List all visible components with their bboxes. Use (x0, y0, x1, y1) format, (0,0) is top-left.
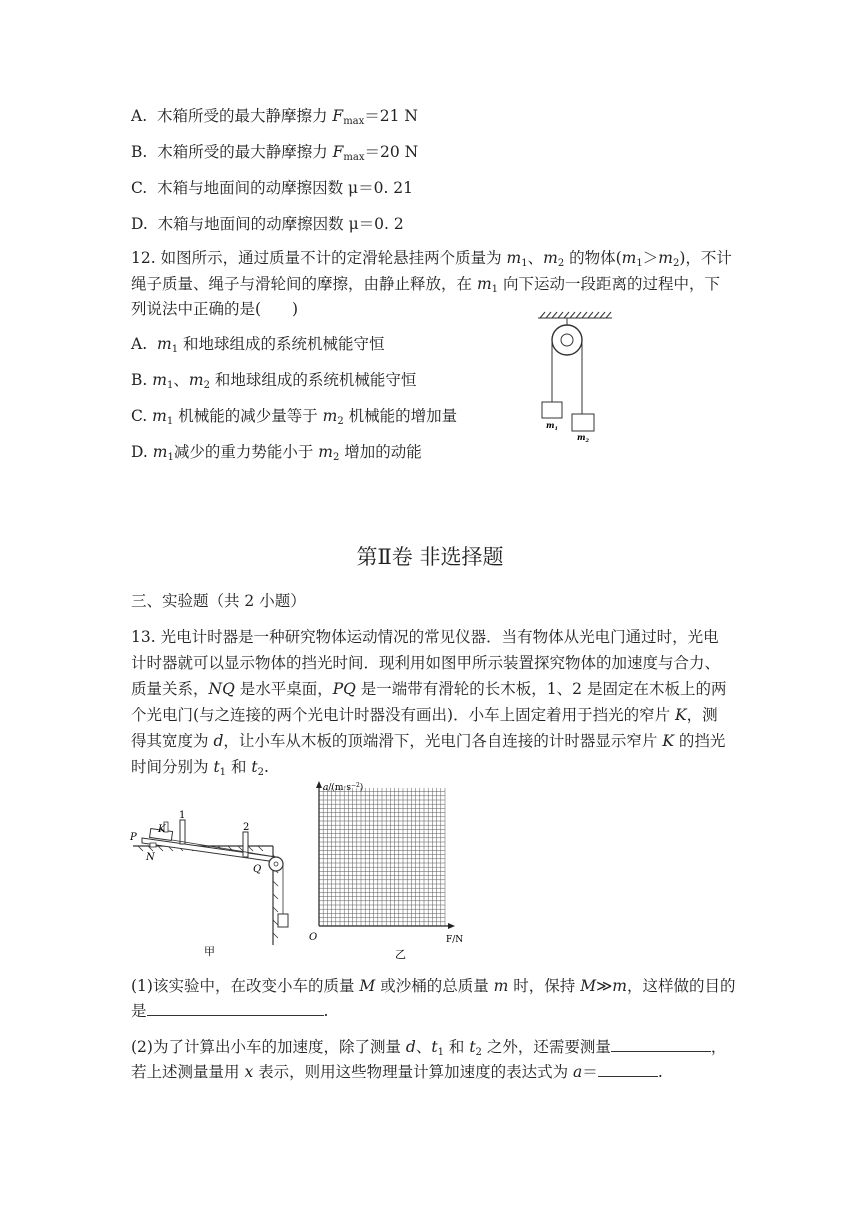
var-t: t (431, 1038, 438, 1056)
origin-label: O (309, 932, 318, 943)
var-a: a (573, 1063, 583, 1081)
var-pq: PQ (332, 680, 356, 698)
board-pulley-axle (274, 862, 278, 866)
sub: 1 (167, 452, 174, 463)
sub: 1 (166, 416, 174, 427)
q12-option-a (131, 333, 385, 355)
label-1: 1 (179, 810, 186, 821)
stem-text: ，测 (686, 706, 718, 724)
option-text: 木箱与地面间的动摩擦因数 μ＝0. 2 (157, 215, 404, 233)
label-n: N (146, 852, 155, 863)
var-m: m (612, 977, 627, 995)
option-label: A. (131, 335, 148, 353)
stem-text: 之外，还需要测量 (481, 1038, 611, 1056)
apparatus-figure (128, 810, 303, 960)
force-sub: max (343, 116, 365, 127)
var-k: K (662, 732, 674, 750)
option-text: 机械能的减少量等于 (178, 407, 323, 425)
y-axis-label: $a/(m\cdot s^{-2})$ (323, 782, 364, 793)
q13-part1-line2 (131, 1000, 328, 1022)
var-t: t (251, 758, 258, 776)
sand-bucket (278, 914, 288, 927)
sub: 2 (257, 767, 265, 778)
force-sub: max (343, 152, 365, 163)
option-label: C. (131, 179, 148, 197)
sub: 2 (332, 452, 340, 463)
q12-option-d (131, 441, 422, 463)
var-m: m (543, 249, 558, 267)
stem-text: . (323, 1002, 329, 1020)
var-m: m (152, 443, 168, 461)
option-text: 木箱所受的最大静摩擦力 (156, 107, 333, 125)
sub: 1 (521, 258, 528, 269)
stem-text: 质量关系， (131, 680, 209, 698)
q11-option-b (131, 141, 418, 163)
option-label: C. (131, 407, 148, 425)
sub: 1 (636, 258, 643, 269)
var-m: m (322, 407, 338, 425)
sub: 1 (171, 344, 179, 355)
label-m2: $m_2$ (577, 432, 589, 444)
answer-blank-1[interactable] (147, 1000, 324, 1016)
answer-blank-3[interactable] (598, 1061, 658, 1077)
var-t: t (213, 758, 220, 776)
grid-figure (305, 778, 475, 960)
force-var: F (332, 107, 344, 125)
sub: 1 (219, 767, 227, 778)
stem-text: 若上述测量量用 (131, 1063, 245, 1081)
q13-stem-line4 (131, 704, 718, 726)
stem-text: 、 (527, 249, 544, 267)
var-m-cap: M (359, 977, 376, 995)
stem-text: 或沙桶的总质量 (375, 977, 494, 995)
sub: 2 (203, 380, 210, 391)
var-d: d (405, 1038, 416, 1056)
pulley-axle (561, 334, 573, 346)
var-m-cap: M (580, 977, 597, 995)
var-x: x (244, 1063, 254, 1081)
grid-lines (319, 788, 445, 926)
stem-text: 、 (415, 1038, 432, 1056)
stem-text: ，这样做的目的 (627, 977, 736, 995)
force-var: F (332, 143, 344, 161)
option-value: ＝20 N (364, 143, 419, 161)
option-label: D. (131, 443, 148, 461)
x-axis-label: F/N (446, 935, 464, 945)
option-label: B. (131, 371, 148, 389)
option-text: 、 (173, 371, 189, 389)
block-m2 (572, 414, 594, 431)
q13-stem-line1: 13. 光电计时器是一种研究物体运动情况的常见仪器．当有物体从光电门通过时，光电 (131, 628, 719, 646)
sub: 1 (491, 284, 499, 295)
sub: 1 (166, 380, 174, 391)
stem-text: 的挡光 (673, 732, 726, 750)
sub: 2 (557, 258, 565, 269)
q11-option-d (131, 213, 404, 235)
q12-stem-line1 (131, 247, 732, 269)
var-m: m (476, 275, 492, 293)
answer-blank-2[interactable] (611, 1036, 711, 1052)
stem-text: . (264, 758, 269, 776)
x-axis-arrow (448, 923, 455, 929)
ceiling (538, 312, 612, 318)
label-p: P (130, 832, 137, 843)
label-m1: $m_1$ (546, 420, 558, 432)
q11-option-c (131, 177, 413, 199)
option-label: A. (131, 107, 148, 125)
option-value: ＝21 N (364, 107, 418, 125)
q13-part2-line1 (131, 1036, 726, 1058)
var-m: m (152, 371, 167, 389)
q13-stem-line2: 计时器就可以显示物体的挡光时间．现利用如图甲所示装置探究物体的加速度与合力、 (131, 654, 721, 672)
caption-jia: 甲 (204, 945, 215, 958)
sub: 2 (475, 1047, 482, 1058)
stem-text: 时，保持 (508, 977, 581, 995)
q13-stem-line5 (131, 730, 725, 752)
stem-text: )，不计 (679, 249, 732, 267)
stem-text: 向下运动一段距离的过程中，下 (498, 275, 720, 293)
q12-option-c (131, 405, 457, 427)
stem-text: 12. 如图所示，通过质量不计的定滑轮悬挂两个质量为 (131, 249, 507, 267)
stem-text: ， (710, 1038, 727, 1056)
y-axis-arrow (316, 781, 322, 788)
section-title: 第Ⅱ卷 非选择题 (356, 545, 504, 569)
section3-heading: 三、实验题（共 2 小题） (131, 592, 306, 610)
stem-text: 时间分别为 (131, 758, 214, 776)
stem-text: 是 (131, 1002, 147, 1020)
stem-text: . (657, 1063, 663, 1081)
option-text: 木箱与地面间的动摩擦因数 μ＝0. 21 (157, 179, 414, 197)
block-m1 (542, 402, 562, 418)
var-m: m (658, 249, 673, 267)
stem-text: 表示，则用这些物理量计算加速度的表达式为 (253, 1063, 574, 1081)
var-d: d (213, 732, 224, 750)
q12-stem-line2 (131, 273, 720, 295)
stem-text: 的物体( (564, 249, 622, 267)
stem-text: 是水平桌面， (234, 680, 333, 698)
stem-text: 绳子质量、绳子与滑轮间的摩擦，由静止释放，在 (131, 275, 477, 293)
var-m: m (493, 977, 509, 995)
photogate-2 (243, 832, 248, 857)
var-k: K (675, 706, 687, 724)
q12-option-b (131, 369, 416, 391)
option-text: 减少的重力势能小于 (173, 443, 319, 461)
sub: 1 (437, 1047, 444, 1058)
option-text: 和地球组成的系统机械能守恒 (214, 371, 417, 389)
option-text: 增加的动能 (344, 443, 422, 461)
q13-part2-line2 (131, 1061, 663, 1083)
label-2: 2 (243, 822, 250, 833)
sub: 2 (672, 258, 680, 269)
var-m: m (506, 249, 522, 267)
stem-text: 列说法中正确的是( ) (131, 300, 299, 318)
option-text: 和地球组成的系统机械能守恒 (183, 335, 385, 353)
label-q: Q (253, 864, 262, 875)
pulley-figure (530, 310, 620, 445)
label-k: K (158, 824, 166, 835)
q13-stem-line6 (131, 756, 269, 778)
stem-text: 个光电门(与之连接的两个光电计时器没有画出)．小车上固定着用于挡光的窄片 (131, 706, 676, 724)
var-t: t (469, 1038, 476, 1056)
board-prop (150, 843, 156, 847)
much-greater-sign: ≫ (596, 977, 613, 995)
option-text: 机械能的增加量 (348, 407, 458, 425)
q13-stem-line3 (131, 678, 726, 700)
stem-text: (1)该实验中，在改变小车的质量 (131, 977, 360, 995)
option-text: 木箱所受的最大静摩擦力 (157, 143, 333, 161)
var-nq: NQ (208, 680, 235, 698)
caption-yi: 乙 (395, 948, 406, 960)
var-m: m (156, 335, 172, 353)
stem-text: 和 (443, 1038, 470, 1056)
var-m: m (188, 371, 204, 389)
stem-text: ＝ (582, 1063, 598, 1081)
photogate-1 (180, 820, 185, 844)
var-m: m (318, 443, 333, 461)
option-label: D. (131, 215, 148, 233)
stem-text: ＞ (642, 249, 659, 267)
stem-text: (2)为了计算出小车的加速度，除了测量 (131, 1038, 406, 1056)
q12-stem-line3 (131, 298, 298, 320)
option-label: B. (131, 143, 148, 161)
q13-part1-line1 (131, 975, 736, 997)
stem-text: 得其宽度为 (131, 732, 214, 750)
sub: 2 (337, 416, 344, 427)
q11-option-a (131, 105, 418, 127)
stem-text: 和 (226, 758, 252, 776)
var-m: m (152, 407, 167, 425)
stem-text: ，让小车从木板的顶端滑下，光电门各自连接的计时器显示窄片 (223, 732, 663, 750)
var-m: m (621, 249, 637, 267)
stem-text: 是一端带有滑轮的长木板，1、2 是固定在木板上的两 (355, 680, 727, 698)
